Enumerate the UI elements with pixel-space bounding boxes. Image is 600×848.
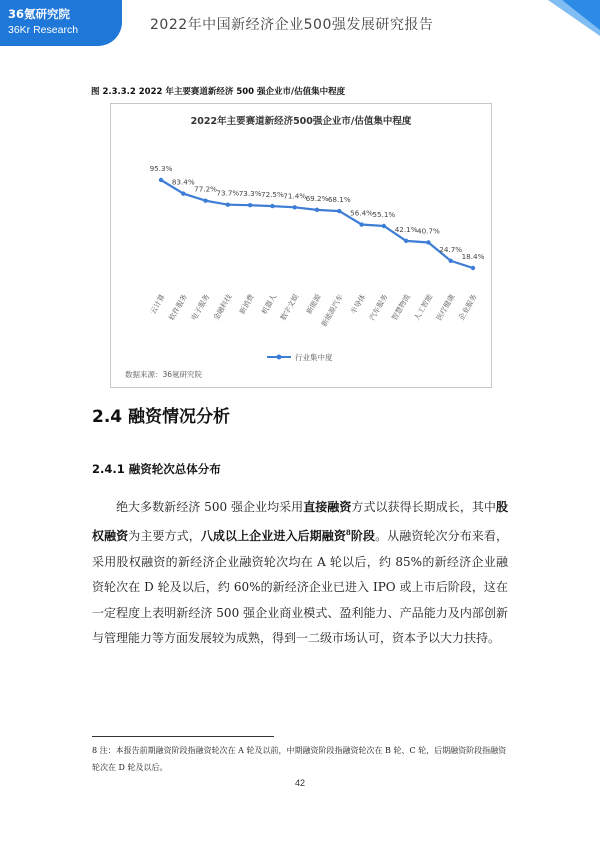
chart-source: 数据来源：36氪研究院: [125, 370, 203, 379]
data-point: [315, 208, 319, 212]
category-label: 半导体: [348, 292, 368, 316]
category-label: 数字文娱: [278, 292, 301, 322]
report-title: 2022年中国新经济企业500强发展研究报告: [150, 17, 434, 33]
body-paragraph: [92, 495, 508, 651]
category-label: 新能源: [304, 292, 323, 316]
data-point: [270, 204, 274, 208]
data-point: [248, 203, 252, 207]
chart-title: 2022年主要赛道新经济500强企业市/估值集中程度: [190, 116, 412, 127]
data-point: [159, 178, 163, 182]
data-label: 69.2%: [305, 193, 329, 203]
data-point: [426, 240, 430, 244]
data-label: 73.7%: [216, 188, 240, 198]
data-label: 56.4%: [350, 208, 373, 218]
data-label: 42.1%: [394, 224, 418, 234]
category-label: 汽车服务: [367, 292, 390, 322]
legend-marker: [277, 355, 282, 360]
data-point: [203, 199, 207, 203]
corner-decoration: [538, 0, 600, 36]
text-run: 。从融资轮次分布来看，采用股权融资的新经济企业融资轮次均在 A 轮以后，约 85%的新经济企业融资轮次在 D 轮及以后，约 60%的新经济企业已进入 IPO 或上市后阶段，这在一定程度上表明新经济 500 强企业商业模式、盈利能力、产品能力及内部创新与管理能力等方面发展较为成熟，得到一二级市场认可，资本予以大力扶持。: [92, 529, 508, 646]
category-label: 人工智能: [411, 292, 435, 322]
data-label: 68.1%: [327, 195, 351, 205]
data-label: 95.3%: [149, 164, 173, 173]
logo-line1: 36氪研究院: [8, 7, 71, 21]
footnote: 8 注：本报告前期融资阶段指融资轮次在 A 轮及以前，中期融资阶段指融资轮次在 B 轮、C 轮，后期融资阶段指融资轮次在 D 轮及以后。: [92, 746, 507, 772]
figure-caption: 图 2.3.3.2 2022 年主要赛道新经济 500 强企业市/估值集中程度: [91, 87, 346, 97]
data-label: 73.3%: [238, 189, 262, 199]
data-label: 71.4%: [283, 191, 307, 201]
category-label: 电子服务: [189, 292, 212, 322]
legend-label: 行业集中度: [295, 353, 333, 362]
category-label: 金融科技: [211, 292, 234, 322]
line-chart: [111, 104, 491, 387]
data-label: 83.4%: [171, 177, 195, 187]
chart-container: [110, 103, 492, 388]
data-point: [449, 259, 453, 263]
data-point: [404, 239, 408, 243]
legend: [267, 352, 333, 362]
data-point: [226, 203, 230, 207]
data-label: 18.4%: [461, 252, 485, 261]
data-label: 40.7%: [417, 226, 440, 236]
category-label: 云计算: [148, 292, 167, 316]
category-label: 新能源汽车: [319, 292, 346, 329]
category-label: 软件服务: [166, 292, 190, 322]
data-point: [359, 222, 363, 226]
footnote-ref: 8: [345, 528, 351, 538]
brand-logo: [0, 0, 122, 46]
data-point: [293, 205, 297, 209]
text-run: 为主要方式，: [128, 529, 201, 544]
category-label: 企业服务: [456, 292, 479, 322]
text-run: 绝大多数新经济 500 强企业均采用: [116, 500, 304, 514]
category-label-group: [148, 292, 479, 328]
bold-run: 直接融资: [303, 500, 352, 514]
logo-line2: 36Kr Research: [8, 24, 79, 36]
category-label: 机器人: [259, 292, 279, 316]
bold-run: 八成以上企业进入后期融资: [200, 529, 346, 544]
category-label: 新消费: [237, 292, 256, 316]
text-run: 方式以获得长期成长，其中: [351, 500, 496, 514]
data-label: 55.1%: [372, 210, 396, 220]
data-point: [471, 266, 475, 270]
footnote-divider: [92, 736, 274, 737]
bold-run: 阶段: [350, 529, 376, 544]
page-number: 42: [294, 778, 305, 788]
section-heading: 2.4 融资情况分析: [92, 407, 231, 427]
bold-run: 股权融资: [92, 500, 508, 544]
data-label: 77.2%: [194, 184, 217, 194]
category-label: 智慧物流: [389, 292, 412, 322]
data-point: [181, 191, 185, 195]
data-label: 72.5%: [261, 190, 284, 200]
data-point: [337, 209, 341, 213]
data-label: 24.7%: [439, 244, 463, 254]
data-point: [382, 224, 386, 228]
category-label: 医疗健康: [434, 292, 457, 322]
subsection-heading: 2.4.1 融资轮次总体分布: [92, 462, 221, 476]
